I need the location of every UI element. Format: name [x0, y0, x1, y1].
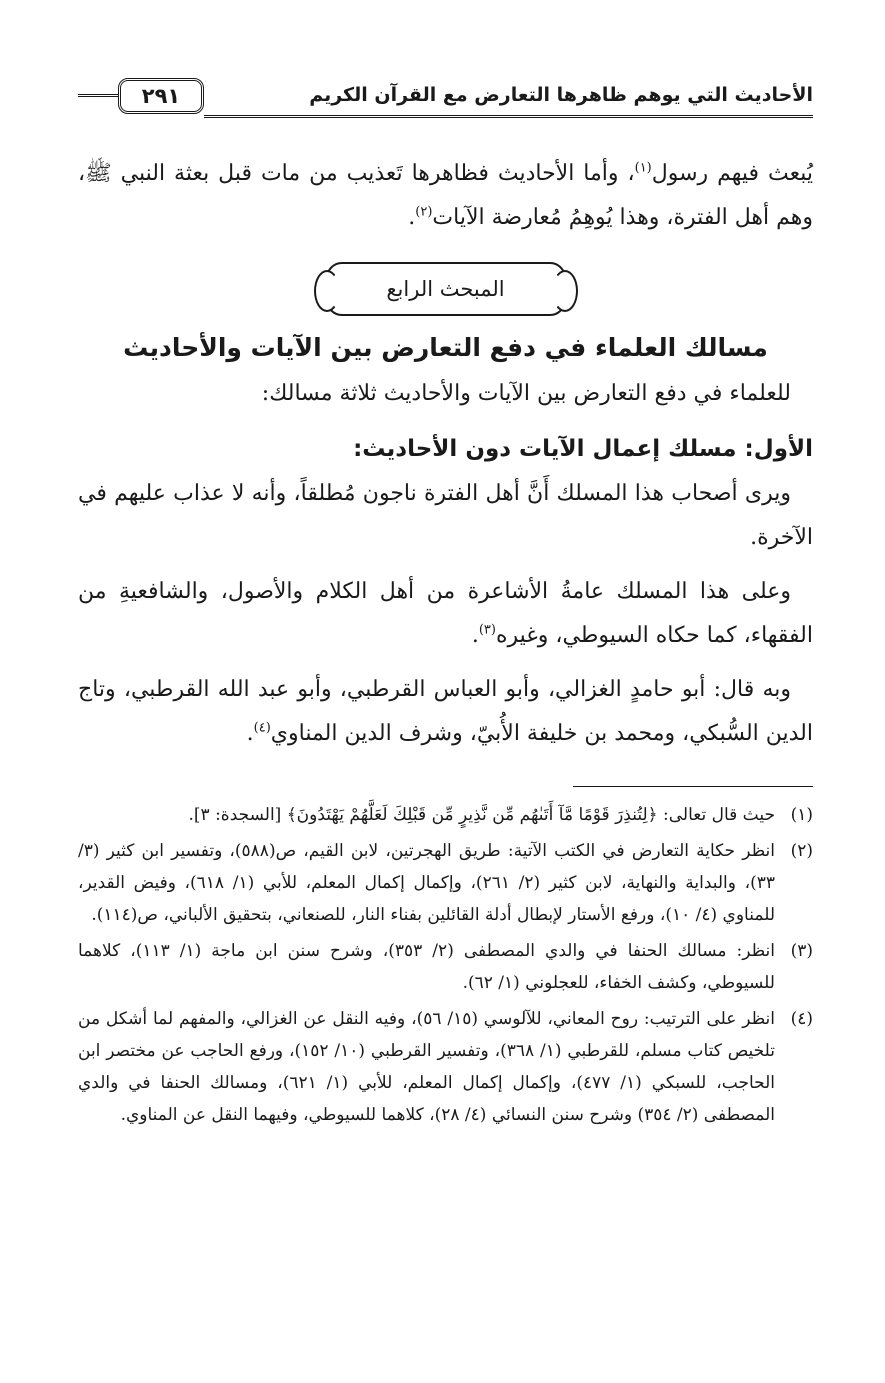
footnote-text: انظر على الترتيب: روح المعاني، للآلوسي (١٥/ ٥٦)، وفيه النقل عن الغزالي، والمفهم لما أشكل من تلخيص كتاب مسلم، للقرطبي (١/ ٣٦٨)، وتفسير القرطبي (١٠/ ١٥٢)، ورفع الحاجب عن مختصر ابن الحاجب، للسبكي (١/ ٤٧٧)، وإكمال إكمال المعلم، للأبي (١/ ٦٢١)، ومسالك الحنفا في والدي المصطفى (٢/ ٣٥٤) وشرح سنن النسائي (٤/ ٢٨)، كلاهما للسيوطي، وفيهما النقل عن المناوي.	[78, 1009, 776, 1125]
footnote-separator	[573, 786, 813, 787]
text-span: يُبعث فيهم رسول	[651, 161, 814, 186]
paragraph: ويرى أصحاب هذا المسلك أَنَّ أهل الفترة ناجون مُطلقاً، وأنه لا عذاب عليهم في الآخرة.	[78, 481, 813, 550]
header-rule-short	[78, 94, 118, 97]
footnote-text: انظر: مسالك الحنفا في والدي المصطفى (٢/ ٣٥٣)، وشرح سنن ابن ماجة (١/ ١١٣)، كلاهما للسيوطي، وكشف الخفاء، للعجلوني (١/ ٦٢).	[78, 941, 775, 993]
paragraph	[78, 570, 813, 658]
footnote-ref[interactable]: (٣)	[478, 622, 496, 638]
text-span: .	[408, 205, 416, 230]
header-rule	[204, 115, 813, 118]
text-span: وبه قال: أبو حامدٍ الغزالي، وأبو العباس القرطبي، وأبو عبد الله القرطبي، وتاج الدين السُّبكي، ومحمد بن خليفة الأُبيّ، وشرف الدين المناوي	[78, 677, 813, 746]
footnote	[78, 835, 813, 931]
footnote-number: (٢)	[790, 841, 813, 861]
opening-paragraph	[78, 152, 813, 240]
footnote-number: (٣)	[790, 941, 813, 961]
footnote-text: حيث قال تعالى: ﴿لِتُنذِرَ قَوْمًا مَّآ أَتَىٰهُم مِّن نَّذِيرٍ مِّن قَبْلِكَ لَعَلَّهُمْ يَهْتَدُونَ﴾ [السجدة: ٣].	[188, 805, 775, 825]
footnotes	[78, 799, 813, 1131]
footnote-number: (٤)	[790, 1009, 813, 1029]
book-page	[78, 70, 813, 1135]
footnote-text: انظر حكاية التعارض في الكتب الآتية: طريق الهجرتين، لابن القيم، ص(٥٨٨)، وتفسير ابن كثير (٣/ ٣٣)، والبداية والنهاية، لابن كثير (٢/ ٢٦١)، وإكمال إكمال المعلم، للأبي (١/ ٦١٨)، وفيض القدير، للمناوي (٤/ ١٠)، ورفع الأستار لإبطال أدلة القائلين بفناء النار، للصنعاني، بتحقيق الألباني، ص(١١٤).	[78, 841, 775, 925]
footnote-ref[interactable]: (٤)	[253, 720, 271, 736]
section-heading: مسالك العلماء في دفع التعارض بين الآيات والأحاديث	[123, 333, 768, 362]
text-span: .	[471, 623, 479, 648]
section-ornament	[78, 262, 813, 316]
footnote	[78, 1003, 813, 1131]
text-span: .	[246, 721, 254, 746]
section-intro: للعلماء في دفع التعارض بين الآيات والأحاديث ثلاثة مسالك:	[261, 381, 791, 406]
footnote	[78, 799, 813, 831]
footnote	[78, 935, 813, 999]
running-title: الأحاديث التي يوهم ظاهرها التعارض مع القرآن الكريم	[309, 84, 813, 106]
paragraph	[78, 668, 813, 756]
footnote-ref[interactable]: (١)	[634, 160, 652, 176]
page-number: ٢٩١	[118, 78, 204, 114]
page-header	[78, 70, 813, 122]
text-span: ، وأما الأحاديث فظاهرها تَعذيب من مات قبل بعثة النبي ﷺ، وهم أهل الفترة، وهذا يُوهِمُ مُعارضة الآيات	[78, 161, 813, 230]
text-span: وعلى هذا المسلك عامةُ الأشاعرة من أهل الكلام والأصول، والشافعيةِ من الفقهاء، كما حكاه السيوطي، وغيره	[78, 579, 813, 648]
first-approach-heading: الأول: مسلك إعمال الآيات دون الأحاديث:	[353, 436, 813, 462]
footnote-number: (١)	[790, 805, 813, 825]
section-label: المبحث الرابع	[326, 262, 566, 316]
footnote-ref[interactable]: (٢)	[415, 204, 433, 220]
